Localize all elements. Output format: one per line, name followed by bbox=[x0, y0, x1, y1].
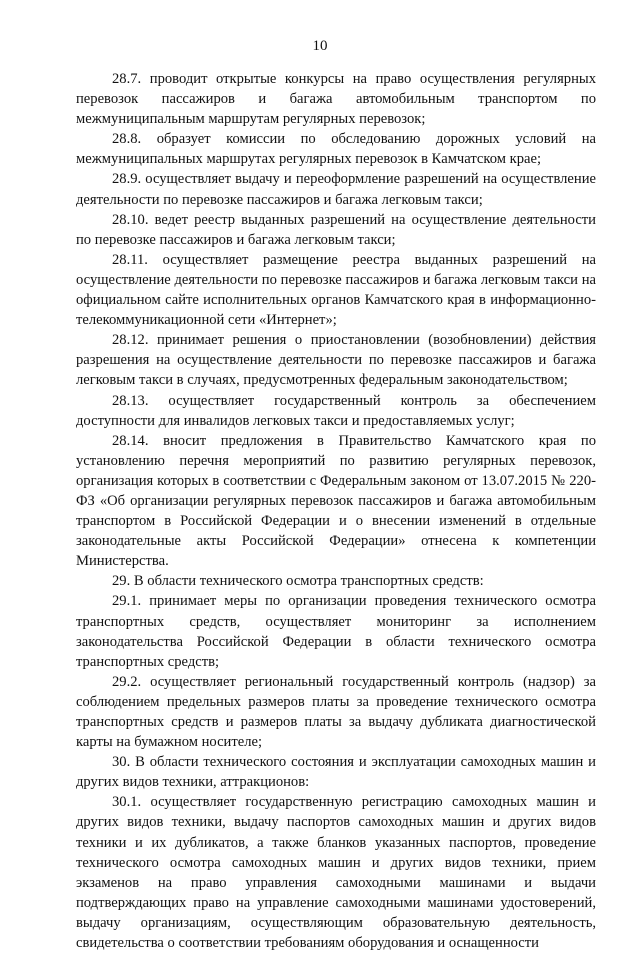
paragraph-28-12: 28.12. принимает решения о приостановлении (возобновлении) действия разрешения на осуществление деятельности по перевозке пассажиров и багажа легковым такси в случаях, предусмотренных федеральным законодательством; bbox=[76, 332, 596, 389]
paragraph-28-10: 28.10. ведет реестр выданных разрешений на осуществление деятельности по перевозке пассажиров и багажа легковым такси; bbox=[76, 211, 596, 248]
paragraph-28-11: 28.11. осуществляет размещение реестра выданных разрешений на осуществление деятельности по перевозке пассажиров и багажа легковым такси на официальном сайте исполнительных органов Камчатского края в информационно-телекоммуникационной сети «Интернет»; bbox=[76, 251, 596, 329]
paragraph-28-13: 28.13. осуществляет государственный контроль за обеспечением доступности для инвалидов легковых такси и предоставляемых услуг; bbox=[76, 392, 596, 429]
document-body bbox=[76, 69, 596, 953]
paragraph-28-7: 28.7. проводит открытые конкурсы на право осуществления регулярных перевозок пассажиров и багажа автомобильным транспортом по межмуниципальным маршрутам регулярных перевозок; bbox=[76, 71, 596, 128]
paragraph-30: 30. В области технического состояния и эксплуатации самоходных машин и других видов техники, аттракционов: bbox=[76, 754, 596, 791]
paragraph-29-2: 29.2. осуществляет региональный государственный контроль (надзор) за соблюдением предельных размеров платы за проведение технического осмотра транспортных средств и размеров платы за выдачу дубликата диагностической карты на бумажном носителе; bbox=[76, 673, 596, 751]
paragraph-28-8: 28.8. образует комиссии по обследованию дорожных условий на межмуниципальных маршрутах регулярных перевозок в Камчатском крае; bbox=[76, 131, 596, 168]
paragraph-29: 29. В области технического осмотра транспортных средств: bbox=[112, 573, 484, 590]
paragraph-28-14: 28.14. вносит предложения в Правительство Камчатского края по установлению перечня мероприятий по развитию регулярных перевозок, организация которых в соответствии с Федеральным законом от 13.07.2015 № 220-ФЗ «Об организации регулярных перевозок пассажиров и багажа автомобильным транспортом в Российской Федерации и о внесении изменений в отдельные законодательные акты Российской Федерации» отнесена к компетенции Министерства. bbox=[76, 432, 596, 570]
paragraph-30-1: 30.1. осуществляет государственную регистрацию самоходных машин и других видов техники, выдачу паспортов самоходных машин и других видов техники и их дубликатов, а также бланков указанных паспортов, проведение технического осмотра самоходных машин и других видов техники, прием экзаменов на право управления самоходными машинами и выдачи подтверждающих право на управление самоходными машинами удостоверений, выдачу организациям, осуществляющим образовательную деятельность, свидетельства о соответствии требованиям оборудования и оснащенности bbox=[76, 794, 596, 952]
paragraph-29-1: 29.1. принимает меры по организации проведения технического осмотра транспортных средств, осуществляет мониторинг за исполнением законодательства Российской Федерации в области технического осмотра транспортных средств; bbox=[76, 593, 596, 670]
paragraph-28-9: 28.9. осуществляет выдачу и переоформление разрешений на осуществление деятельности по перевозке пассажиров и багажа легковым такси; bbox=[76, 171, 596, 208]
page-number: 10 bbox=[312, 38, 328, 54]
